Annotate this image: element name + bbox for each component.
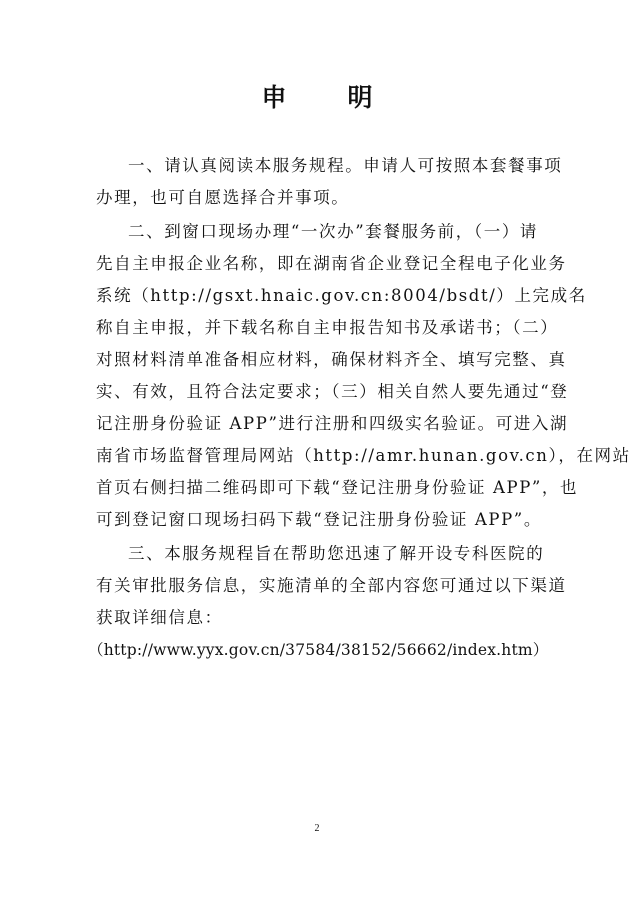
paragraph-1-line-1: 一、请认真阅读本服务规程。申请人可按照本套餐事项 xyxy=(128,156,563,175)
paragraph-2-line-9: 首页右侧扫描二维码即可下载“登记注册身份验证 APP”，也 xyxy=(96,478,579,497)
page-number: 2 xyxy=(314,823,320,834)
paragraph-2-line-8: 南省市场监督管理局网站（http://amr.hunan.gov.cn），在网站 xyxy=(96,446,631,465)
paragraph-2-line-5: 对照材料清单准备相应材料，确保材料齐全、填写完整、真 xyxy=(96,350,567,369)
paragraph-3-url: （http://www.yyx.gov.cn/37584/38152/56662/index.htm） xyxy=(88,641,549,659)
paragraph-2-line-2: 先自主申报企业名称，即在湖南省企业登记全程电子化业务 xyxy=(96,254,567,273)
document-body xyxy=(88,150,631,666)
paragraph-1-line-2: 办理，也可自愿选择合并事项。 xyxy=(96,188,350,207)
paragraph-2-line-6: 实、有效，且符合法定要求；（三）相关自然人要先通过“登 xyxy=(96,382,569,401)
paragraph-3-line-1: 三、本服务规程旨在帮助您迅速了解开设专科医院的 xyxy=(128,544,545,563)
paragraph-2-line-4: 称自主申报，并下载名称自主申报告知书及承诺书；（二） xyxy=(96,318,559,337)
paragraph-3-line-3: 获取详细信息： xyxy=(96,608,223,627)
paragraph-2-line-10: 可到登记窗口现场扫码下载“登记注册身份验证 APP”。 xyxy=(96,510,542,529)
document-title: 申 明 xyxy=(261,83,391,112)
paragraph-2-line-7: 记注册身份验证 APP”进行注册和四级实名验证。可进入湖 xyxy=(96,414,569,433)
paragraph-2-line-1: 二、到窗口现场办理“一次办”套餐服务前，（一）请 xyxy=(128,222,539,241)
paragraph-2-line-3: 系统（http://gsxt.hnaic.gov.cn:8004/bsdt/）上完成名 xyxy=(96,286,587,305)
paragraph-3-line-2: 有关审批服务信息，实施清单的全部内容您可通过以下渠道 xyxy=(96,576,567,595)
